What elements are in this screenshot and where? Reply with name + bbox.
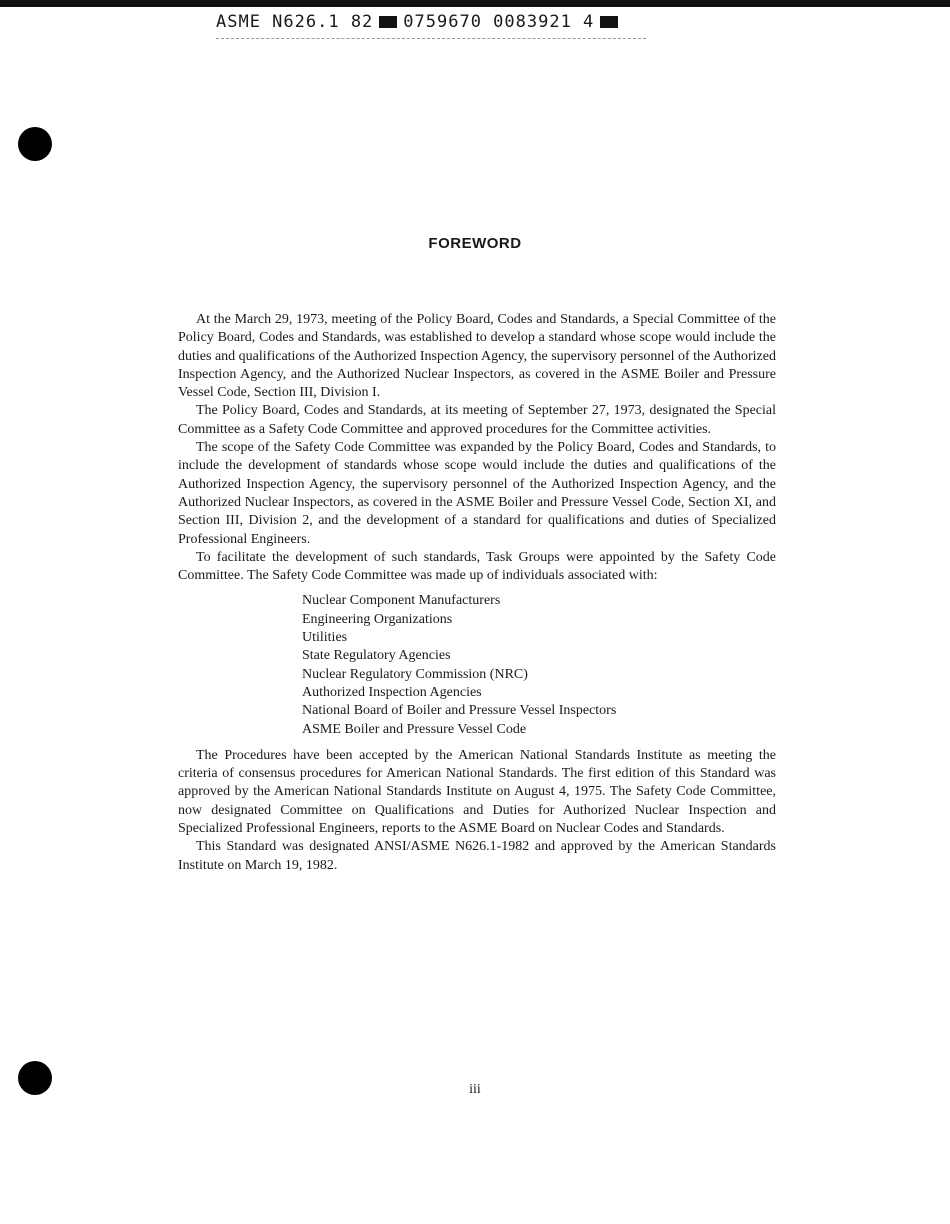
list-item: ASME Boiler and Pressure Vessel Code xyxy=(302,721,527,737)
list-item: State Regulatory Agencies xyxy=(302,648,451,664)
page-number: iii xyxy=(469,1082,481,1097)
scan-top-edge xyxy=(0,0,950,7)
list-item: Nuclear Regulatory Commission (NRC) xyxy=(302,666,528,682)
document-code-part1: ASME N626.1 82 xyxy=(216,12,374,32)
document-code-header xyxy=(216,12,646,39)
list-item: Authorized Inspection Agencies xyxy=(302,684,482,700)
page-title: FOREWORD xyxy=(428,235,522,252)
foreword-body xyxy=(178,311,776,875)
paragraph: The scope of the Safety Code Committee was expanded by the Policy Board, Codes and Standards, to include the development of standards whose scope would include the duties and qualifications of the Authorized Inspection Agency, the supervisory personnel of the Authorized Inspection Agency, and the Authorized Nuclear Inspectors, as covered in the ASME Boiler and Pressure Vessel Code, Section XI, and Section III, Division 2, and the development of a standard for qualifications and duties of Specialized Professional Engineers. xyxy=(178,440,776,547)
list-item: Utilities xyxy=(302,630,348,646)
paragraph: This Standard was designated ANSI/ASME N626.1-1982 and approved by the American Standards Institute on March 19, 1982. xyxy=(178,839,776,873)
list-item: Engineering Organizations xyxy=(302,611,453,627)
list-item: Nuclear Component Manufacturers xyxy=(302,593,501,609)
barcode-block-icon xyxy=(600,16,618,28)
barcode-block-icon xyxy=(379,16,397,28)
paragraph: The Procedures have been accepted by the American National Standards Institute as meeting the criteria of consensus procedures for American National Standards. The first edition of this Standard was approved by the American National Standards Institute on August 4, 1975. The Safety Code Committee, now designated Committee on Qualifications and Duties for Authorized Nuclear Inspection and Specialized Professional Engineers, reports to the ASME Board on Nuclear Codes and Standards. xyxy=(178,747,776,837)
paragraph: At the March 29, 1973, meeting of the Policy Board, Codes and Standards, a Special Committee of the Policy Board, Codes and Standards, was established to develop a standard whose scope would include the duties and qualifications of the Authorized Inspection Agency, the supervisory personnel of the Authorized Inspection Agency, and the Authorized Nuclear Inspectors, as covered in the ASME Boiler and Pressure Vessel Code, Section III, Division I. xyxy=(178,312,776,401)
organization-list xyxy=(302,592,776,738)
paragraph: The Policy Board, Codes and Standards, at its meeting of September 27, 1973, designated the Special Committee as a Safety Code Committee and approved procedures for the Committee activities. xyxy=(178,403,776,437)
paragraph: To facilitate the development of such standards, Task Groups were appointed by the Safety Code Committee. The Safety Code Committee was made up of individuals associated with: xyxy=(178,549,776,584)
list-item: National Board of Boiler and Pressure Vessel Inspectors xyxy=(302,703,617,719)
binder-hole-top xyxy=(18,127,52,161)
document-code-part2: 0759670 0083921 4 xyxy=(403,12,595,32)
